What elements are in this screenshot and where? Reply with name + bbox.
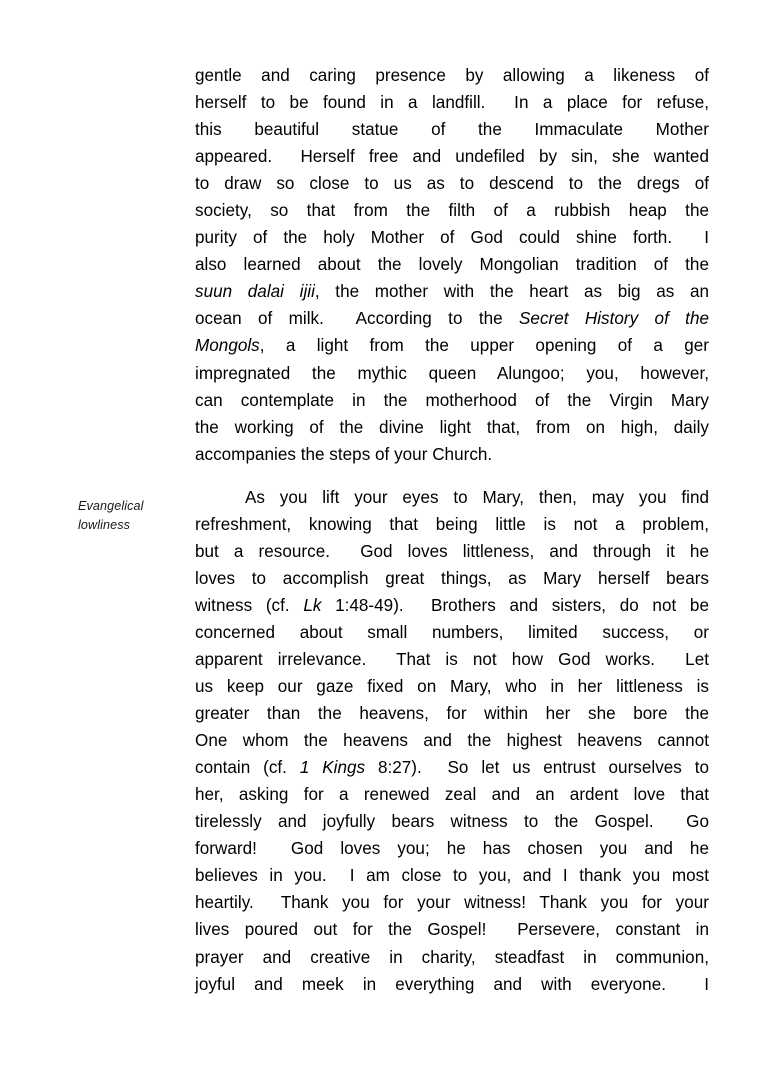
paragraph-1-line-10 xyxy=(195,305,709,332)
paragraph-1-line-14 xyxy=(195,414,709,441)
text-run-roman: As you lift your eyes to Mary, then, may you find xyxy=(245,487,709,507)
paragraph-1-line-1 xyxy=(195,62,709,89)
text-run-roman: herself to be found in a landfill. In a place for refuse, xyxy=(195,93,709,113)
text-run-roman: forward! God loves you; he has chosen you and he xyxy=(195,839,709,859)
margin-note-line-1: Evangelical xyxy=(78,499,144,513)
paragraph-1-line-13 xyxy=(195,387,709,414)
text-run-roman: greater than the heavens, for within her she bore the xyxy=(195,704,709,724)
paragraph-spacer xyxy=(195,468,709,484)
text-run-roman: joyful and meek in everything and with everyone. I xyxy=(195,974,709,994)
paragraph-2-line-12 xyxy=(195,781,709,808)
paragraph-2-line-11 xyxy=(195,754,709,781)
paragraph-2-line-2 xyxy=(195,511,709,538)
paragraph-1-line-3 xyxy=(195,116,709,143)
paragraph-1-line-7 xyxy=(195,224,709,251)
paragraph-2-line-16 xyxy=(195,889,709,916)
paragraph-2-line-15 xyxy=(195,862,709,889)
text-run-roman: also learned about the lovely Mongolian tradition of the xyxy=(195,255,709,275)
text-run-roman: , the mother with the heart as big as an xyxy=(314,282,710,302)
paragraph-1-line-2 xyxy=(195,89,709,116)
paragraph-2-line-10 xyxy=(195,727,709,754)
text-run-roman: One whom the heavens and the highest heavens cannot xyxy=(195,731,709,751)
paragraph-2-line-5 xyxy=(195,592,709,619)
text-run-roman: accompanies the steps of your Church. xyxy=(195,444,493,464)
paragraph-1-line-8 xyxy=(195,251,709,278)
paragraph-1-line-6 xyxy=(195,197,709,224)
paragraph-2-line-4 xyxy=(195,565,709,592)
text-run-roman: gentle and caring presence by allowing a likeness of xyxy=(195,66,709,85)
text-run-roman: lives poured out for the Gospel! Persevere, constant in xyxy=(195,920,709,940)
paragraph-1-line-15 xyxy=(195,441,709,468)
body-text-column xyxy=(195,62,709,998)
paragraph-2-line-9 xyxy=(195,700,709,727)
text-run-roman: believes in you. I am close to you, and I thank you most xyxy=(195,866,709,886)
paragraph-1-line-5 xyxy=(195,170,709,197)
paragraph-1-line-12 xyxy=(195,360,709,387)
text-run-roman: purity of the holy Mother of God could shine forth. I xyxy=(195,228,709,248)
paragraph-2-line-3 xyxy=(195,538,709,565)
text-run-roman: us keep our gaze fixed on Mary, who in her littleness is xyxy=(195,677,709,697)
text-run-roman: contain (cf. xyxy=(195,758,300,778)
text-run-roman: 1:48-49). Brothers and sisters, do not be xyxy=(321,595,709,615)
text-run-italic: Mongols xyxy=(195,336,260,356)
text-run-roman: prayer and creative in charity, steadfast in communion, xyxy=(195,947,709,967)
paragraph-2-line-13 xyxy=(195,808,709,835)
paragraph-2-line-1 xyxy=(195,484,709,511)
paragraph-1-line-11 xyxy=(195,332,709,359)
text-run-roman: to draw so close to us as to descend to the dregs of xyxy=(195,174,709,194)
text-run-roman: this beautiful statue of the Immaculate Mother xyxy=(195,120,709,140)
paragraph-2-line-14 xyxy=(195,835,709,862)
margin-note-line-2: lowliness xyxy=(78,518,130,532)
text-run-italic: suun dalai ijii xyxy=(195,282,315,302)
text-run-italic: Lk xyxy=(303,595,322,615)
text-run-roman: the working of the divine light that, from on high, daily xyxy=(195,417,709,437)
paragraph-1-line-4 xyxy=(195,143,709,170)
paragraph-2-line-19 xyxy=(195,971,709,998)
text-run-roman: can contemplate in the motherhood of the Virgin Mary xyxy=(195,390,709,410)
text-run-roman: loves to accomplish great things, as Mary herself bears xyxy=(195,568,709,588)
text-run-roman: ocean of milk. According to the xyxy=(195,309,519,329)
text-run-italic: Secret History of the xyxy=(519,309,710,329)
paragraph-2-line-17 xyxy=(195,916,709,943)
text-run-roman: appeared. Herself free and undefiled by sin, she wanted xyxy=(195,147,709,167)
margin-note-evangelical-lowliness xyxy=(78,497,182,535)
paragraph-2-line-18 xyxy=(195,944,709,971)
text-run-roman: heartily. Thank you for your witness! Thank you for your xyxy=(195,893,709,913)
text-run-roman: apparent irrelevance. That is not how God works. Let xyxy=(195,649,709,669)
paragraph-2-line-6 xyxy=(195,619,709,646)
text-run-roman: witness (cf. xyxy=(195,595,304,615)
paragraph-2 xyxy=(195,484,709,998)
text-run-roman: but a resource. God loves littleness, and through it he xyxy=(195,541,709,561)
text-run-roman: refreshment, knowing that being little is not a problem, xyxy=(195,514,709,534)
paragraph-1-line-9 xyxy=(195,278,709,305)
paragraph-2-line-8 xyxy=(195,673,709,700)
text-run-roman: 8:27). So let us entrust ourselves to xyxy=(365,758,710,778)
text-run-roman: her, asking for a renewed zeal and an ardent love that xyxy=(195,785,709,805)
paragraph-2-line-7 xyxy=(195,646,709,673)
text-run-roman: , a light from the upper opening of a ger xyxy=(259,336,709,356)
text-run-roman: tirelessly and joyfully bears witness to the Gospel. Go xyxy=(195,812,709,832)
text-run-roman: society, so that from the filth of a rubbish heap the xyxy=(195,201,709,221)
paragraph-1 xyxy=(195,62,709,468)
text-run-roman: concerned about small numbers, limited success, or xyxy=(195,622,709,642)
text-run-italic: 1 Kings xyxy=(299,758,366,778)
text-run-roman: impregnated the mythic queen Alungoo; you, however, xyxy=(195,363,709,383)
